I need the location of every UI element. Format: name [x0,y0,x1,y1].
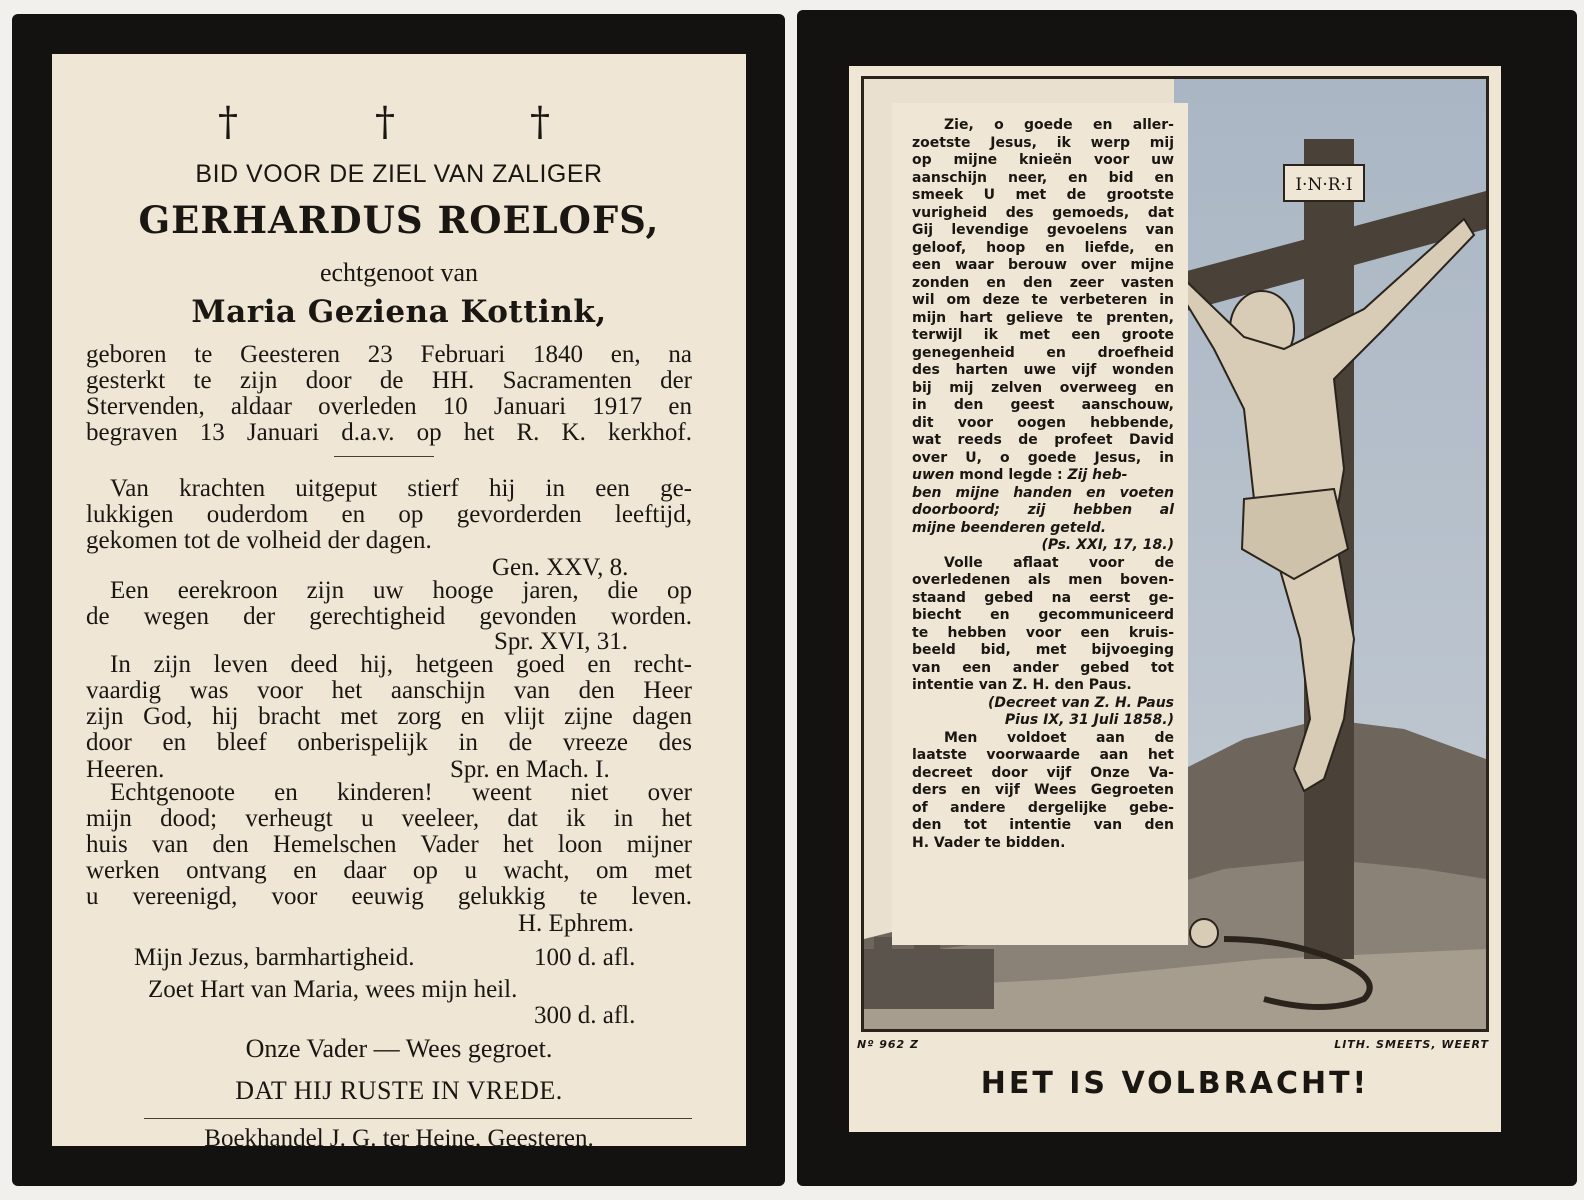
indulgence-line: te hebben voor een kruis- [912,624,1174,641]
indulgence-line: van een ander gebed tot [912,659,1174,676]
prayer-line: in den geest aanschouw, [912,397,1174,413]
prayer-line-italic: mijne beenderen geteld. [912,519,1107,536]
card-text-page [52,54,746,1152]
bio-line: begraven 13 Januari d.a.v. op het R. K. kerkhof. [86,419,692,446]
quote-wisdom [86,652,692,756]
cross-icon: † [375,99,395,145]
quote-line: mijn dood; verheugt u veeleer, dat ik in het [86,805,692,832]
condition-line: H. Vader te bidden. [912,834,1066,851]
prayers-line: Onze Vader — Wees gegroet. [245,1034,553,1063]
prayer-line: uwen mond legde : Zij heb- [912,467,1128,483]
quote-line-last: Heeren. [86,756,165,783]
quote-line: u vereenigd, voor eeuwig gelukkig te leven. [86,883,692,910]
prayer-line: terwijl ik met een groote [912,327,1174,343]
bio-line: Stervenden, aldaar overleden 10 Januari 1917 en [86,393,692,420]
condition-line: laatste voorwaarde aan het [912,747,1174,763]
indulgence-2: 300 d. afl. [534,1002,636,1029]
quote-line: gekomen tot de volheid der dagen. [86,527,432,554]
condition-line: den tot intentie van den [912,817,1174,833]
ejaculation-1: Mijn Jezus, barmhartigheid. [134,944,415,971]
card-image-page [849,66,1501,1132]
condition-line: Men voldoet aan de [944,729,1174,746]
spouse-name: Maria Geziena Kottink, [191,294,607,330]
bio-line: geboren te Geesteren 23 Februari 1840 en, na [86,341,692,368]
condition-line: decreet door vijf Onze Va- [912,764,1174,781]
divider [334,456,434,457]
prayer-line: zoetste Jesus, ik werp mij [912,134,1174,151]
prayer-line: dit voor oogen hebbende, [912,414,1174,431]
decree-line: (Decreet van Z. H. Paus [987,694,1174,711]
prayer-line: Zie, o goede en aller- [944,117,1174,133]
quote-line: In zijn leven deed hij, hetgeen goed en recht- [110,651,692,678]
prayer-line: zonden en den zeer vasten [912,274,1174,291]
spouse-intro: echtgenoot van [319,258,479,287]
quote-proverbs [86,578,692,630]
quote-line: Van krachten uitgeput stierf hij in een ge- [110,475,692,502]
prayer-line: bij mij zelven overweeg en [912,379,1174,396]
printer-credit: Boekhandel J. G. ter Heine, Geesteren. [204,1125,594,1152]
deceased-name: GERHARDUS ROELOFS, [138,198,660,242]
ref-wisdom: Spr. en Mach. I. [450,756,610,783]
bio-line: gesterkt te zijn door de HH. Sacramenten der [86,367,692,394]
inri-plaque-text: I·N·R·I [1295,175,1353,195]
print-number: Nº 962 Z [857,1038,920,1051]
prayer-line: smeek U met de grootste [912,187,1174,203]
prayer-line: vurigheid des gemoeds, dat [912,204,1174,221]
quote-line: door en bleef onberispelijk in de vreeze des [86,729,692,756]
quote-line: zijn God, hij bracht met zorg en vlijt zijne dagen [86,703,692,730]
rest-in-peace: DAT HIJ RUSTE IN VREDE. [235,1076,563,1105]
prayer-line-italic: ben mijne handen en voeten [912,484,1174,501]
quote-line: werken ontvang en daar op u wacht, om met [86,857,692,884]
quote-line: de wegen der gerechtigheid gevonden worden. [86,603,692,630]
indulgence-line: biecht en gecommuniceerd [912,607,1174,623]
biography [86,342,692,446]
illustration-frame [861,76,1489,1032]
cross-icon: † [530,99,550,145]
prayer-line: geloof, hoop en liefde, en [912,239,1174,256]
prayer-column [892,103,1188,945]
psalm-reference: (Ps. XXI, 17, 18.) [1041,537,1174,553]
quote-line: Een eerekroon zijn uw hooge jaren, die op [110,577,692,604]
indulgence-1: 100 d. afl. [534,944,636,971]
condition-line: ders en vijf Wees Gegroeten [912,782,1174,798]
condition-line: of andere dergelijke gebe- [912,799,1174,816]
indulgence-line: beeld bid, met bijvoeging [912,642,1174,658]
ref-genesis: Gen. XXV, 8. [492,554,629,581]
indulgence-line: Volle aflaat voor de [944,554,1174,571]
quote-line: huis van den Hemelschen Vader het loon mijner [86,831,692,858]
prayer-line: wil om deze te verbeteren in [912,292,1174,308]
prayer-line: aanschijn neer, en bid en [912,169,1174,186]
prayer-line: op mijne knieën voor uw [912,152,1174,168]
prayer-line-italic: doorboord; zij hebben al [912,502,1174,518]
banner-title: HET IS VOLBRACHT! [980,1066,1370,1101]
prayer-line: mijn hart gelieve te prenten, [912,309,1174,326]
indulgence-line: overledenen als men boven- [912,572,1174,588]
prayer-line: genegenheid en droefheid [912,344,1174,361]
ref-ephrem: H. Ephrem. [518,910,634,937]
indulgence-line: intentie van Z. H. den Paus. [912,677,1132,693]
indulgence-line: staand gebed na eerst ge- [912,589,1174,606]
ref-proverbs: Spr. XVI, 31. [494,628,629,655]
quote-ephrem [86,780,692,910]
footer-rule [144,1118,692,1119]
cross-icon: † [218,99,238,145]
quote-line: lukkigen ouderdom en op gevorderden leeftijd, [86,501,692,528]
prayer-intro: BID VOOR DE ZIEL VAN ZALIGER [195,160,603,188]
quote-line: Echtgenoote en kinderen! weent niet over [110,779,692,806]
memorial-card-right [797,10,1577,1186]
prayer-line: een waar berouw over mijne [912,257,1174,273]
quote-line: vaardig was voor het aanschijn van den Heer [86,677,692,704]
memorial-card-left [12,14,785,1186]
prayer-line: des harten uwe vijf wonden [912,362,1174,378]
prayer-text [912,117,1174,852]
prayer-line: over U, o goede Jesus, in [912,449,1174,466]
lithographer-credit: LITH. SMEETS, WEERT [1334,1038,1489,1051]
ejaculation-2: Zoet Hart van Maria, wees mijn heil. [148,976,518,1003]
prayer-line: wat reeds de profeet David [912,432,1174,448]
decree-line: Pius IX, 31 Juli 1858.) [1004,712,1174,728]
prayer-line: Gij levendige gevoelens van [912,222,1174,238]
quote-genesis [86,476,692,554]
